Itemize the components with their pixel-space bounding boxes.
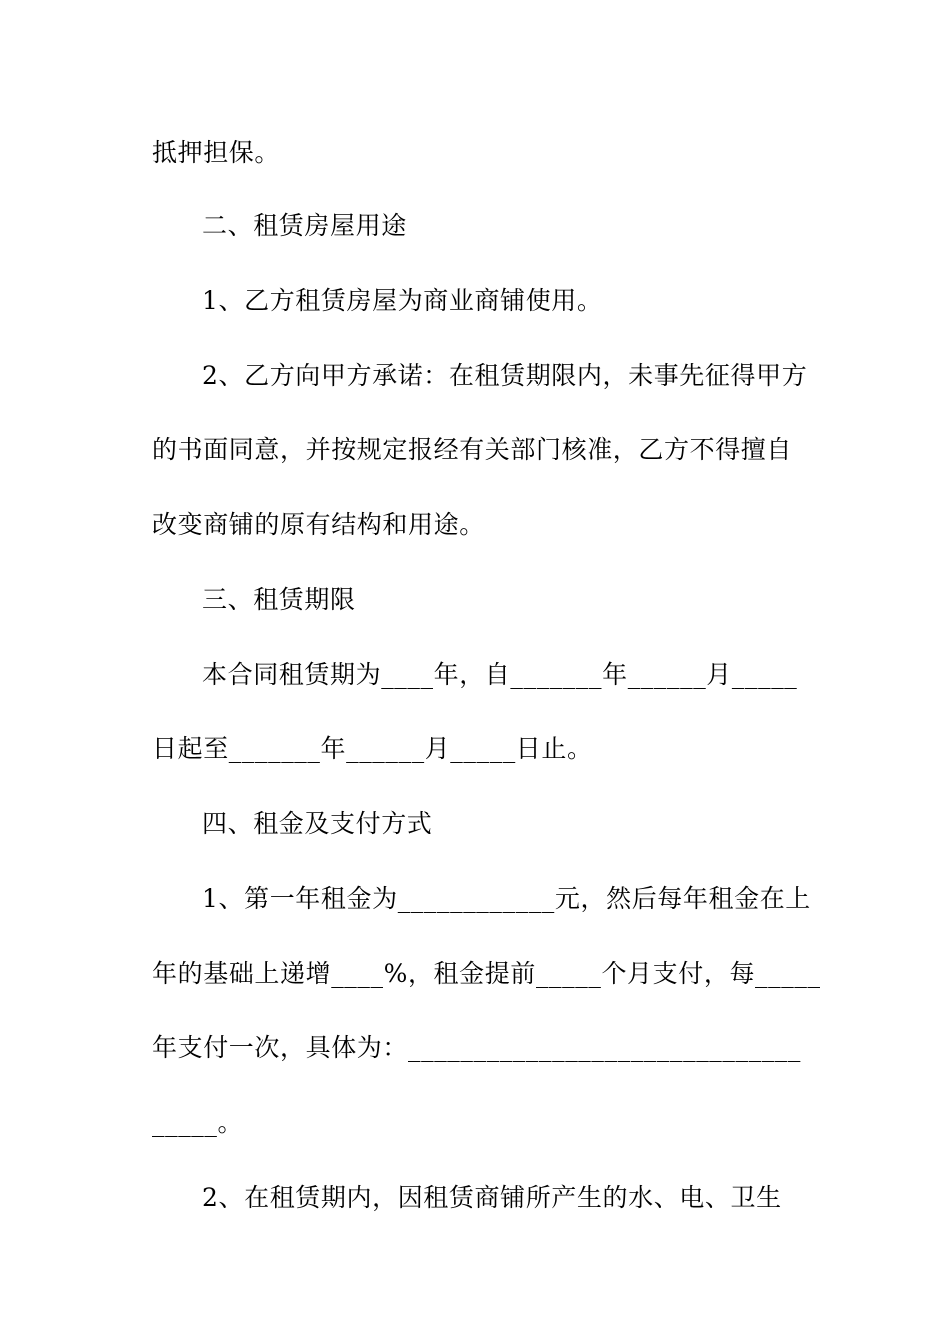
text-line: 本合同租赁期为____年，自_______年______月_____ (202, 660, 798, 689)
text-line: 年的基础上递增____%，租金提前_____个月支付，每_____ (152, 959, 821, 988)
text-line: 2、乙方向甲方承诺：在租赁期限内，未事先征得甲方 (202, 361, 808, 390)
section-heading: 四、租金及支付方式 (202, 809, 433, 838)
section-heading: 二、租赁房屋用途 (202, 211, 407, 240)
text-line: 1、第一年租金为____________元，然后每年租金在上 (202, 884, 811, 913)
text-line: 1、乙方租赁房屋为商业商铺使用。 (202, 286, 603, 315)
text-line: 的书面同意，并按规定报经有关部门核准，乙方不得擅自 (152, 435, 793, 464)
text-line: 改变商铺的原有结构和用途。 (152, 510, 485, 539)
section-heading: 三、租赁期限 (202, 585, 356, 614)
text-line: 2、在租赁期内，因租赁商铺所产生的水、电、卫生 (202, 1183, 782, 1212)
text-line: _____。 (152, 1108, 244, 1137)
text-line: 抵押担保。 (152, 138, 281, 167)
text-line: 年支付一次，具体为：______________________________ (152, 1033, 802, 1062)
text-line: 日起至_______年______月_____日止。 (152, 734, 593, 763)
